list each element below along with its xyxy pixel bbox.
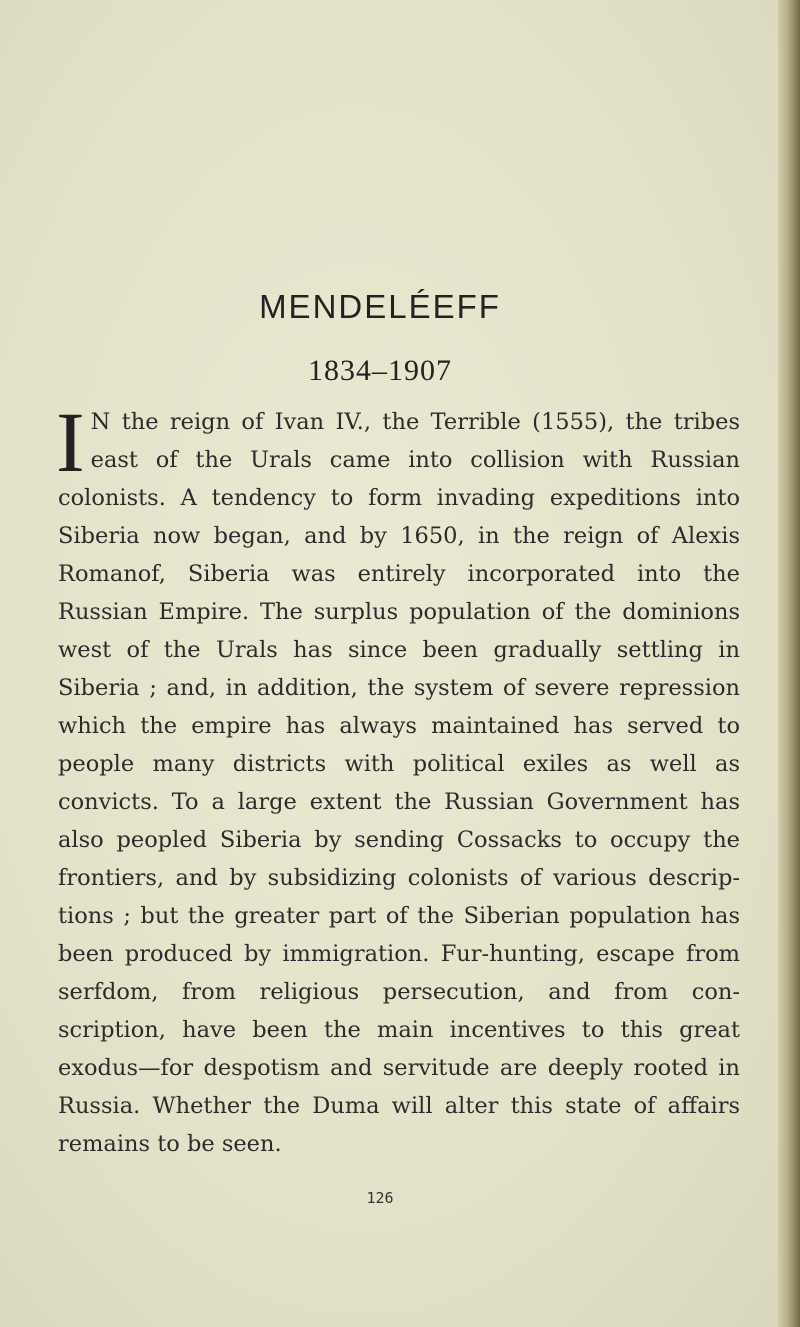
chapter-dates: 1834–1907: [308, 354, 452, 387]
page-number: 126: [366, 1189, 394, 1207]
body-text: [56, 394, 740, 1163]
paragraph-text: N the reign of Ivan IV., the Terrible (1555), the tribes east of the Urals came into collision with Russian colonists. A tendency to form invading expeditions into Siberia now began, and by 1650, in the reign of Alexis Romanof, Siberia was entirely incorporated into the Russian Empire. The surplus population of the dominions west of the Urals has since been gradually settling in Siberia ; and, in addition, the system of severe repression which the empire has always maintained has served to people many districts with political exiles as well as convicts. To a large extent the Russian Government has also peopled Siberia by sending Cossacks to occupy the frontiers, and by subsidizing colonists of various descrip- tions ; but the greater part of the Siberian population has been produced by immigration. Fur-hunting, escape from serfdom, from religious persecution, and from con- scription, have been the main incentives to this great exodus—for despotism and servitude are deeply rooted in Russia. Whether the Duma will alter this state of affairs remains to be seen.: [58, 409, 740, 1157]
page-edge: [778, 0, 800, 1327]
drop-cap: I: [56, 394, 85, 490]
paragraph: [56, 394, 740, 1163]
chapter-title: MENDELÉEFF: [259, 288, 501, 325]
